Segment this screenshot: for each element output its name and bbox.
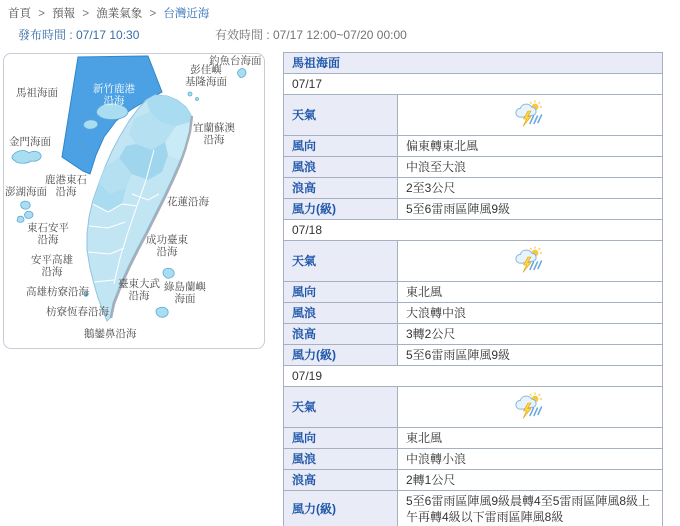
thunder-shower-icon: [513, 100, 547, 130]
forecast-table: [283, 52, 663, 526]
map-label-text: 澎湖海面: [5, 186, 47, 198]
breadcrumb-fishery-weather[interactable]: 漁業氣象: [96, 8, 143, 20]
row-label-wind_force: 風力(級): [284, 199, 398, 220]
date-cell: 07/19: [284, 366, 663, 387]
map-label-text: 沿海: [156, 246, 178, 258]
row-label-wave_height: 浪高: [284, 470, 398, 491]
valid-time: 有效時間 : 07/17 12:00~07/20 00:00: [215, 28, 407, 42]
wind_force-value: 5至6雷雨區陣風9級: [398, 199, 663, 220]
wave_height-value: 2至3公尺: [398, 178, 663, 199]
map-label-text: 成功臺東: [146, 234, 188, 246]
date-cell: 07/17: [284, 74, 663, 95]
map-label-text: 彭佳嶼: [190, 64, 222, 76]
map-label-taitung-dawu-coast[interactable]: [116, 278, 162, 302]
row-label-weather: 天氣: [284, 387, 398, 428]
map-label-ludao-lanyu-sea[interactable]: [161, 281, 209, 305]
map-label-fangliao-hengchun-coast[interactable]: [46, 306, 109, 318]
map-label-text: 海面: [174, 293, 196, 305]
map-label-hsinchu-lukang-coast[interactable]: [88, 83, 140, 107]
map-label-text: 沿海: [203, 134, 225, 146]
row-label-wind_wave: 風浪: [284, 449, 398, 470]
weather-cell: [398, 387, 663, 428]
wave_height-value: 2轉1公尺: [398, 470, 663, 491]
map-label-text: 枋寮恆春沿海: [46, 306, 109, 318]
map-panel: [3, 53, 265, 349]
map-label-text: 沿海: [55, 186, 77, 198]
weather-cell: [398, 95, 663, 136]
map-label-text: 金門海面: [9, 136, 51, 148]
map-label-text: 沿海: [37, 234, 59, 246]
wind_force-value: 5至6雷雨區陣風9級: [398, 345, 663, 366]
wind_dir-value: 偏東轉東北風: [398, 136, 663, 157]
diaoyutai-islet: [238, 69, 247, 78]
wind_wave-value: 中浪轉小浪: [398, 449, 663, 470]
breadcrumb-forecast[interactable]: 預報: [52, 8, 76, 20]
map-label-yilan-suao-coast[interactable]: [190, 122, 238, 146]
map-label-penghu-sea[interactable]: [5, 186, 47, 198]
weather-cell: [398, 241, 663, 282]
map-label-text: 鹿港東石: [45, 174, 87, 186]
map-label-kaohsiung-fangliao-coast[interactable]: [26, 286, 89, 298]
wave_height-value: 3轉2公尺: [398, 324, 663, 345]
lanyu-islet: [156, 307, 168, 317]
map-label-text: 高雄枋寮沿海: [26, 286, 89, 298]
wind_wave-value: 大浪轉中浪: [398, 303, 663, 324]
map-label-matsu-sea[interactable]: [16, 87, 58, 99]
date-cell: 07/18: [284, 220, 663, 241]
penghu-islands: [21, 201, 31, 209]
map-label-text: 綠島蘭嶼: [164, 281, 206, 293]
row-label-wave_height: 浪高: [284, 324, 398, 345]
row-label-wind_wave: 風浪: [284, 157, 398, 178]
map-label-hualien-coast[interactable]: [167, 196, 209, 208]
wind_force-value: 5至6雷雨區陣風9級晨轉4至5雷雨區陣風8級上午再轉4級以下雷雨區陣風8級: [398, 491, 663, 526]
map-label-text: 臺東大武: [118, 278, 160, 290]
map-label-text: 沿海: [103, 95, 125, 107]
wind_wave-value: 中浪至大浪: [398, 157, 663, 178]
map-label-text: 東石安平: [27, 222, 69, 234]
thunder-shower-icon: [513, 246, 547, 276]
issue-time: 發布時間 : 07/17 10:30: [18, 28, 140, 42]
row-label-wind_wave: 風浪: [284, 303, 398, 324]
forecast-table-body: [284, 53, 663, 526]
row-label-weather: 天氣: [284, 241, 398, 282]
map-label-text: 馬祖海面: [16, 87, 58, 99]
keelung-islet: [188, 92, 192, 96]
map-label-text: 釣魚台海面: [209, 55, 262, 67]
row-label-wave_height: 浪高: [284, 178, 398, 199]
breadcrumb: [8, 5, 209, 21]
row-label-wind_force: 風力(級): [284, 491, 398, 526]
map-label-lukang-dongshi-coast[interactable]: [42, 174, 90, 198]
ludao-islet: [163, 268, 174, 278]
breadcrumb-separator: >: [82, 8, 90, 20]
breadcrumb-taiwan-coastal[interactable]: 台灣近海: [163, 8, 210, 20]
map-label-anping-kaohsiung-coast[interactable]: [28, 254, 76, 278]
wind_dir-value: 東北風: [398, 428, 663, 449]
breadcrumb-separator: >: [149, 8, 157, 20]
map-label-text: 新竹鹿港: [93, 83, 135, 95]
map-label-chenggong-taitung-coast[interactable]: [143, 234, 191, 258]
map-label-text: 基隆海面: [185, 76, 227, 88]
map-label-text: 宜蘭蘇澳: [193, 122, 235, 134]
row-label-wind_dir: 風向: [284, 136, 398, 157]
map-label-dongshi-anping-coast[interactable]: [24, 222, 72, 246]
map-label-eluanbi-coast[interactable]: [84, 328, 137, 340]
breadcrumb-home[interactable]: 首頁: [8, 8, 31, 20]
kinmen-islands: [12, 151, 41, 164]
wind_dir-value: 東北風: [398, 282, 663, 303]
map-label-text: 花蓮沿海: [167, 196, 209, 208]
row-label-wind_dir: 風向: [284, 428, 398, 449]
map-label-text: 沿海: [128, 290, 150, 302]
map-label-kinmen-sea[interactable]: [9, 136, 51, 148]
row-label-wind_force: 風力(級): [284, 345, 398, 366]
row-label-wind_dir: 風向: [284, 282, 398, 303]
breadcrumb-separator: >: [38, 8, 45, 20]
map-label-pengjiayu-keelung-sea[interactable]: [182, 64, 230, 88]
map-label-text: 安平高雄: [31, 254, 73, 266]
map-label-text: 鵝鑾鼻沿海: [84, 328, 137, 340]
row-label-weather: 天氣: [284, 95, 398, 136]
thunder-shower-icon: [513, 392, 547, 422]
map-label-text: 沿海: [41, 266, 63, 278]
region-header: 馬祖海面: [284, 53, 663, 74]
